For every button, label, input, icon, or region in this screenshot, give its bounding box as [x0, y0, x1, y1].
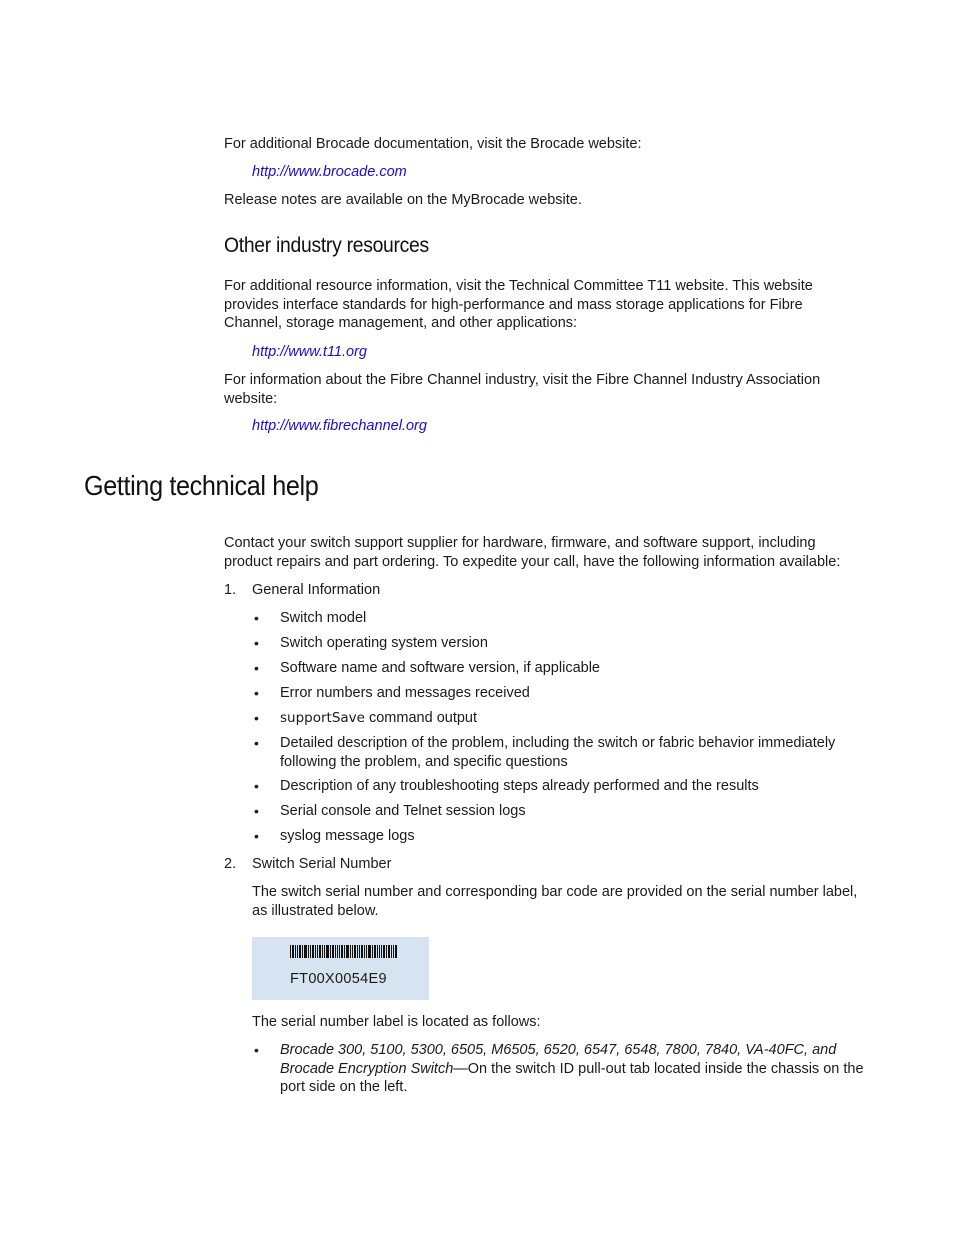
tech-help-intro	[224, 534, 874, 571]
label-location-text: The serial number label is located as follows:	[252, 1014, 541, 1030]
bullet-icon: •	[254, 778, 259, 794]
t11-line-2: provides interface standards for high-performance and mass storage applications for Fibre	[224, 296, 803, 313]
fci-description	[224, 371, 874, 408]
tech-help-heading: Getting technical help	[84, 470, 319, 501]
supportsave-suffix: command output	[364, 710, 478, 726]
location-line-3: port side on the left.	[280, 1079, 408, 1095]
list-number-2: 2.	[224, 856, 237, 872]
t11-link[interactable]: http://www.t11.org	[252, 344, 367, 360]
list-item-line-2: following the problem, and specific questions	[280, 753, 568, 770]
list-item	[280, 1041, 870, 1097]
list-item: Serial console and Telnet session logs	[280, 803, 526, 819]
list-item: Switch model	[280, 610, 367, 626]
supportsave-command: supportSave	[280, 710, 365, 726]
serial-description-line-2: as illustrated below.	[252, 902, 379, 919]
bullet-icon: •	[254, 685, 259, 701]
bullet-icon: •	[254, 828, 259, 844]
bullet-icon: •	[254, 803, 259, 819]
tech-help-intro-line-1: Contact your switch support supplier for hardware, firmware, and software support, including	[224, 535, 816, 551]
list-item	[280, 709, 870, 728]
bullet-icon: •	[254, 1042, 259, 1058]
list-item-line-1: Detailed description of the problem, including the switch or fabric behavior immediately	[280, 735, 836, 751]
tech-help-intro-line-2: product repairs and part ordering. To expedite your call, have the following information available:	[224, 553, 841, 570]
serial-description	[252, 883, 872, 920]
bullet-icon: •	[254, 735, 259, 751]
fibrechannel-link[interactable]: http://www.fibrechannel.org	[252, 418, 427, 434]
fci-line-2: website:	[224, 390, 278, 407]
list-item: Description of any troubleshooting steps already performed and the results	[280, 778, 759, 794]
serial-number-label	[252, 937, 429, 1000]
brocade-website-link[interactable]: http://www.brocade.com	[252, 164, 407, 180]
bullet-icon: •	[254, 710, 259, 726]
location-line-1: Brocade 300, 5100, 5300, 6505, M6505, 6520, 6547, 6548, 7800, 7840, VA-40FC, and	[280, 1042, 837, 1058]
bullet-icon: •	[254, 660, 259, 676]
location-switch-name: Brocade Encryption Switch	[280, 1060, 454, 1077]
t11-line-1: For additional resource information, visit the Technical Committee T11 website. This website	[224, 278, 813, 294]
brocade-docs-intro: For additional Brocade documentation, visit the Brocade website:	[224, 136, 642, 152]
list-item	[280, 734, 870, 771]
switch-serial-number-label: Switch Serial Number	[252, 856, 392, 872]
list-item: Software name and software version, if applicable	[280, 660, 600, 676]
serial-number-value: FT00X0054E9	[290, 971, 387, 987]
location-description: —On the switch ID pull-out tab located inside the chassis on the	[453, 1060, 864, 1077]
bullet-icon: •	[254, 635, 259, 651]
t11-description	[224, 277, 874, 333]
list-item: Error numbers and messages received	[280, 685, 530, 701]
other-resources-heading: Other industry resources	[224, 234, 429, 257]
list-item: Switch operating system version	[280, 635, 488, 651]
list-number-1: 1.	[224, 582, 237, 598]
t11-line-3: Channel, storage management, and other applications:	[224, 315, 578, 331]
release-notes-text: Release notes are available on the MyBrocade website.	[224, 192, 582, 208]
serial-description-line-1: The switch serial number and corresponding bar code are provided on the serial number label,	[252, 884, 858, 900]
fci-line-1: For information about the Fibre Channel industry, visit the Fibre Channel Industry Association	[224, 372, 821, 388]
barcode-icon	[290, 945, 399, 958]
list-item: syslog message logs	[280, 828, 415, 844]
location-line-2	[280, 1060, 870, 1079]
bullet-icon: •	[254, 610, 259, 626]
general-information-label: General Information	[252, 582, 381, 598]
